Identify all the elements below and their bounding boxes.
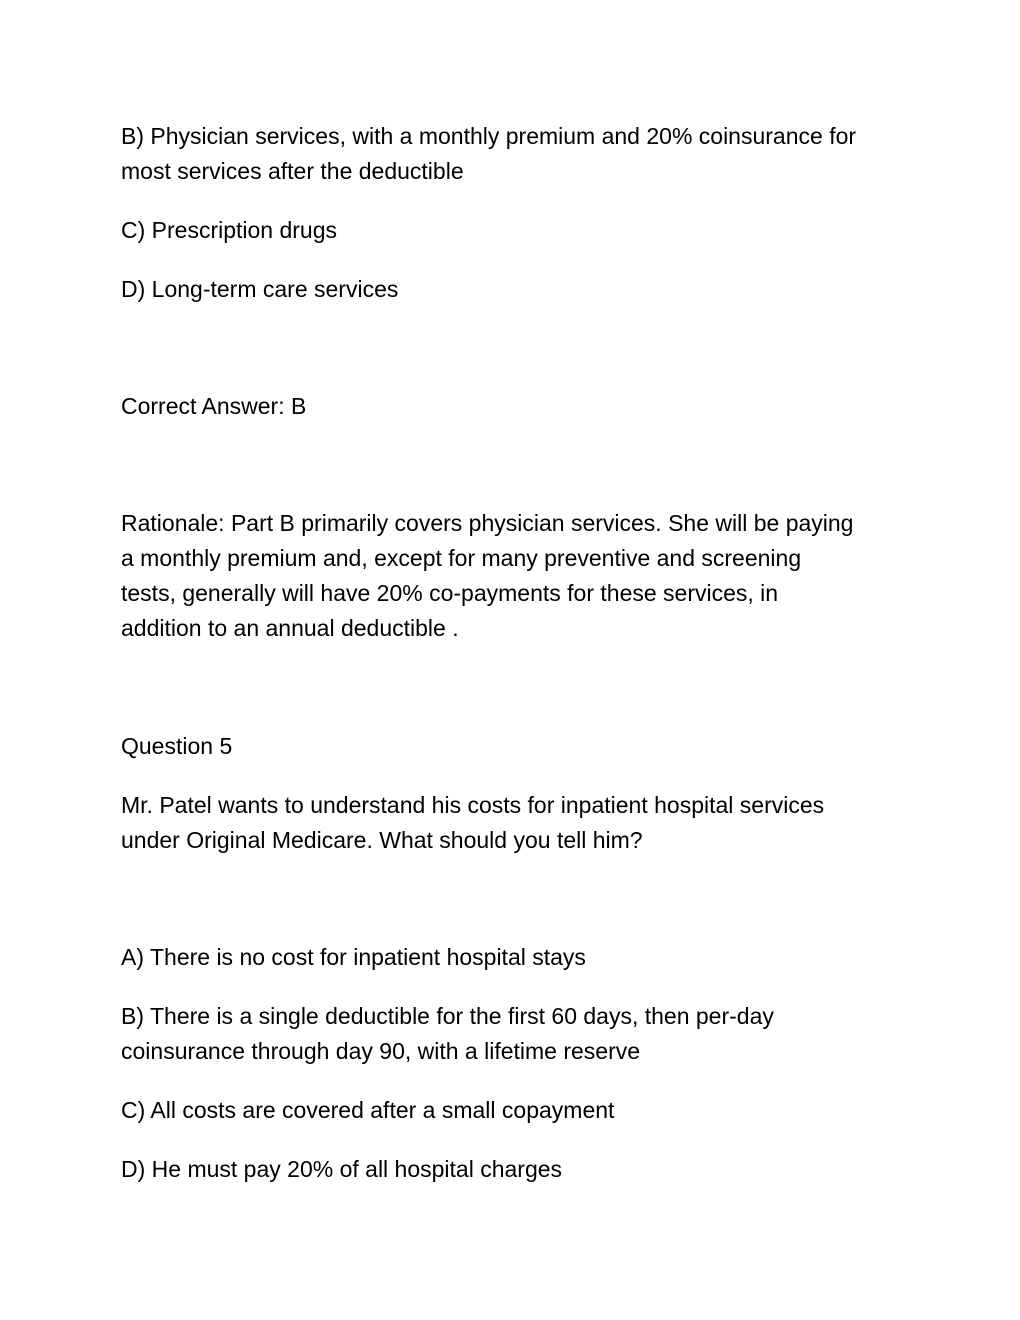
- q5-heading: [121, 729, 911, 764]
- q5-option-b-line-1: B) There is a single deductible for the first 60 days, then per-day: [121, 1003, 774, 1029]
- q4-option-c: [121, 213, 911, 248]
- q4-rationale-line-4: addition to an annual deductible .: [121, 615, 459, 641]
- q4-rationale-line-1: Rationale: Part B primarily covers physician services. She will be paying: [121, 510, 854, 536]
- q5-option-c-text: C) All costs are covered after a small copayment: [121, 1097, 615, 1123]
- q5-option-d-text: D) He must pay 20% of all hospital charges: [121, 1156, 563, 1182]
- q5-prompt-line-1: Mr. Patel wants to understand his costs for inpatient hospital services: [121, 792, 825, 818]
- q5-option-b-line-2: coinsurance through day 90, with a lifetime reserve: [121, 1038, 641, 1064]
- q5-option-c: [121, 1093, 911, 1128]
- q5-option-a-text: A) There is no cost for inpatient hospital stays: [121, 944, 586, 970]
- q4-option-b-line-2: most services after the deductible: [121, 158, 464, 184]
- q4-rationale-line-2: a monthly premium and, except for many preventive and screening: [121, 545, 802, 571]
- q4-option-d-text: D) Long-term care services: [121, 276, 399, 302]
- q5-prompt-line-2: under Original Medicare. What should you tell him?: [121, 827, 643, 853]
- q4-option-d: [121, 272, 911, 307]
- q4-rationale-line-3: tests, generally will have 20% co-payments for these services, in: [121, 580, 779, 606]
- q4-option-c-text: C) Prescription drugs: [121, 217, 338, 243]
- q4-rationale: [121, 506, 911, 646]
- q4-option-b-line-1: B) Physician services, with a monthly premium and 20% coinsurance for: [121, 123, 857, 149]
- q4-option-b: [121, 119, 911, 189]
- q5-option-b: [121, 999, 911, 1069]
- q5-prompt: [121, 788, 911, 858]
- q4-correct-answer-text: Correct Answer: B: [121, 393, 307, 419]
- q5-heading-text: Question 5: [121, 733, 233, 759]
- q4-correct-answer: [121, 389, 911, 424]
- q5-option-a: [121, 940, 911, 975]
- q5-option-d: [121, 1152, 911, 1187]
